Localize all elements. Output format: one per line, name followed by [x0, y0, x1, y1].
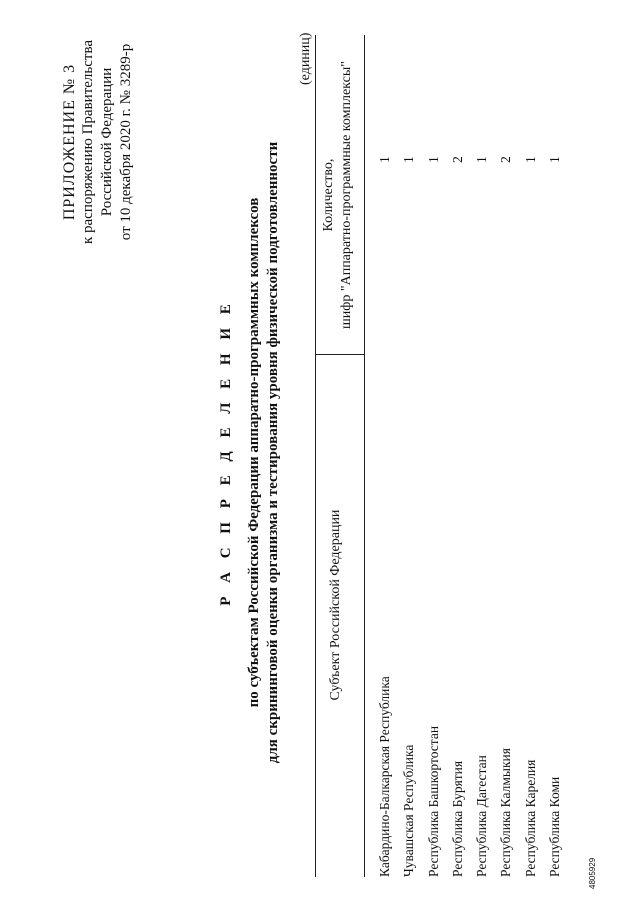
- table-row: [545, 35, 569, 877]
- appendix-line-3: от 10 декабря 2020 г. № 3289-р: [118, 43, 134, 241]
- document-number: 4805929: [588, 857, 597, 889]
- subject-name: Чувашская Республика: [401, 744, 417, 877]
- column-header-quantity-line-2: шифр "Аппаратно-программные комплексы": [339, 61, 354, 329]
- subject-quantity: 1: [547, 156, 563, 163]
- subject-name: Республика Дагестан: [474, 755, 490, 877]
- subject-quantity: 1: [474, 156, 490, 163]
- document-title: Р А С П Р Е Д Е Л Е Н И Е: [218, 299, 234, 606]
- appendix-line-2: Российской Федерации: [99, 67, 115, 217]
- document-title-block: [218, 0, 283, 905]
- subject-quantity: 1: [377, 156, 392, 163]
- table-row: [496, 35, 520, 877]
- table-top-border: [315, 35, 316, 877]
- table-row: [399, 35, 423, 877]
- appendix-line-1: к распоряжению Правительства: [80, 40, 96, 245]
- column-header-quantity-line-1: Количество,: [321, 158, 336, 232]
- subject-quantity: 2: [498, 156, 514, 163]
- column-header-subject: Субъект Российской Федерации: [328, 509, 343, 701]
- document-subtitle-line-2: для скрининговой оценки организма и тестирования уровня физической подготовленности: [265, 141, 281, 764]
- subject-name: Кабардино-Балкарская Республика: [377, 676, 392, 877]
- subject-name: Республика Коми: [547, 776, 563, 877]
- appendix-heading: ПРИЛОЖЕНИЕ № 3: [61, 63, 78, 221]
- subject-name: Республика Бурятия: [449, 760, 465, 877]
- appendix-header: [60, 17, 136, 267]
- subject-quantity: 2: [449, 156, 465, 163]
- subject-name: Республика Карелия: [522, 759, 538, 877]
- subject-name: Республика Башкортостан: [425, 725, 441, 877]
- table-header-bottom-border: [364, 35, 365, 877]
- table-row: [448, 35, 472, 877]
- table-body: [375, 35, 569, 877]
- subject-quantity: 1: [401, 156, 417, 163]
- subject-quantity: 1: [425, 156, 441, 163]
- subject-name: Республика Калмыкия: [498, 748, 514, 877]
- table-row: [424, 35, 448, 877]
- units-label: (единиц): [298, 32, 313, 85]
- document-subtitle-line-1: по субъектам Российской Федерации аппаратно-программных комплексов: [246, 197, 262, 708]
- column-header-quantity: [320, 45, 356, 345]
- table-row: [375, 35, 399, 877]
- table-row: [521, 35, 545, 877]
- subject-quantity: 1: [522, 156, 538, 163]
- table-row: [472, 35, 496, 877]
- table-column-divider: [315, 354, 364, 355]
